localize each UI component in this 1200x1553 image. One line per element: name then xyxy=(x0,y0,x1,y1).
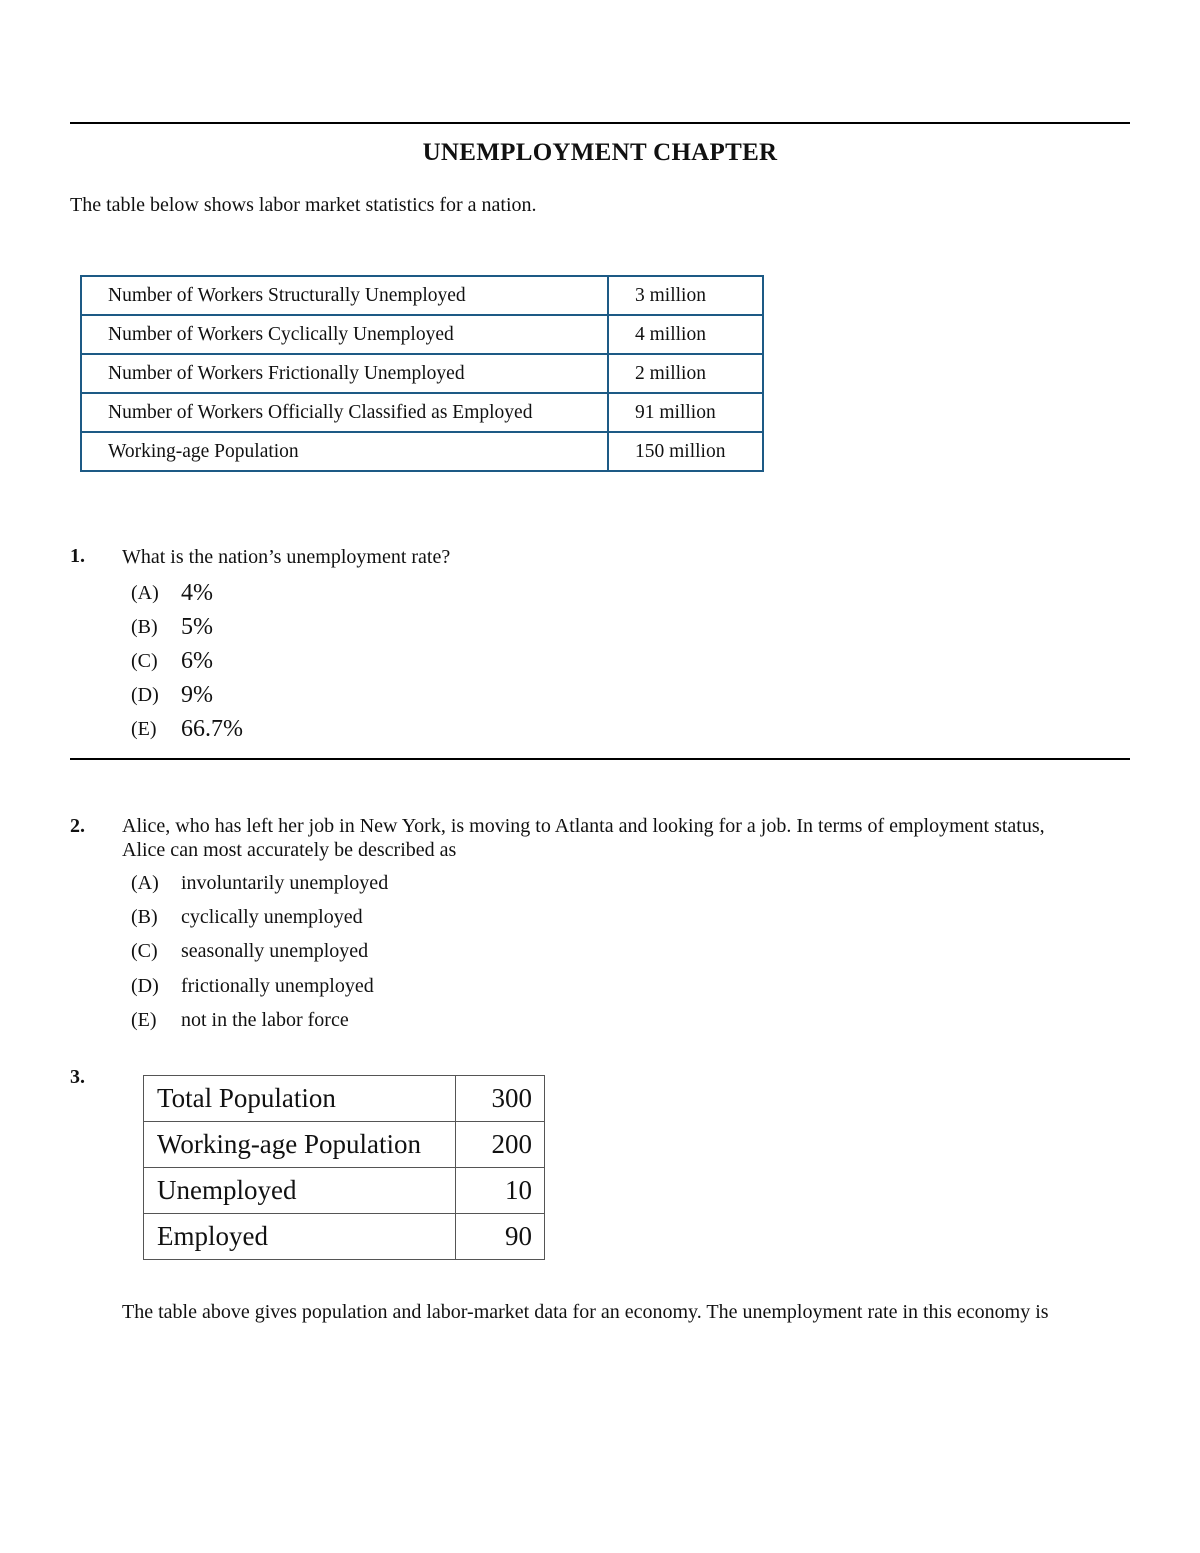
option-letter: (B) xyxy=(131,905,158,928)
option-text: involuntarily unemployed xyxy=(181,871,389,894)
row-value: 3 million xyxy=(608,276,763,315)
option-letter: (C) xyxy=(131,649,158,672)
question-2-options xyxy=(131,866,388,1037)
answer-option xyxy=(131,576,243,610)
row-value: 91 million xyxy=(608,393,763,432)
table-row xyxy=(144,1214,545,1260)
row-value: 200 xyxy=(456,1122,545,1168)
question-2-text xyxy=(122,814,1045,862)
table-row xyxy=(81,354,763,393)
answer-option xyxy=(131,935,388,969)
option-text: seasonally unemployed xyxy=(181,940,369,963)
row-label: Working-age Population xyxy=(144,1122,456,1168)
page-title: UNEMPLOYMENT CHAPTER xyxy=(422,139,778,166)
row-value: 90 xyxy=(456,1214,545,1260)
row-label: Unemployed xyxy=(144,1168,456,1214)
table-row xyxy=(144,1168,545,1214)
question-2-line-1: Alice, who has left her job in New York, is moving to Atlanta and looking for a job. In terms of employment status, xyxy=(122,815,1045,837)
answer-option xyxy=(131,610,243,644)
row-value: 300 xyxy=(456,1076,545,1122)
row-label: Number of Workers Cyclically Unemployed xyxy=(81,315,608,354)
table-row xyxy=(144,1076,545,1122)
row-value: 10 xyxy=(456,1168,545,1214)
section-divider xyxy=(70,758,1130,760)
option-letter: (E) xyxy=(131,717,157,740)
answer-option xyxy=(131,1003,388,1037)
question-1-options xyxy=(131,576,243,746)
table-row xyxy=(81,315,763,354)
question-1-number: 1. xyxy=(70,545,85,567)
answer-option xyxy=(131,712,243,746)
question-2-number: 2. xyxy=(70,815,85,837)
option-letter: (D) xyxy=(131,974,159,997)
option-text: cyclically unemployed xyxy=(181,905,363,928)
row-value: 150 million xyxy=(608,432,763,471)
option-text: 66.7% xyxy=(181,715,243,742)
option-letter: (E) xyxy=(131,1008,157,1031)
question-1-text: What is the nation’s unemployment rate? xyxy=(122,546,451,568)
option-letter: (A) xyxy=(131,581,159,604)
answer-option xyxy=(131,900,388,934)
table-row xyxy=(81,393,763,432)
row-label: Number of Workers Frictionally Unemployed xyxy=(81,354,608,393)
option-letter: (D) xyxy=(131,683,159,706)
row-value: 4 million xyxy=(608,315,763,354)
row-value: 2 million xyxy=(608,354,763,393)
option-letter: (B) xyxy=(131,615,158,638)
table-row xyxy=(81,432,763,471)
row-label: Total Population xyxy=(144,1076,456,1122)
option-letter: (C) xyxy=(131,940,158,963)
option-text: 4% xyxy=(181,579,213,606)
option-letter: (A) xyxy=(131,871,159,894)
option-text: not in the labor force xyxy=(181,1008,349,1031)
table-row xyxy=(144,1122,545,1168)
top-divider xyxy=(70,122,1130,124)
option-text: 9% xyxy=(181,681,213,708)
labor-statistics-table xyxy=(80,275,764,472)
question-3-text: The table above gives population and labor-market data for an economy. The unemployment rate in this economy is xyxy=(122,1301,1049,1323)
answer-option xyxy=(131,678,243,712)
option-text: frictionally unemployed xyxy=(181,974,374,997)
option-text: 5% xyxy=(181,613,213,640)
row-label: Number of Workers Officially Classified as Employed xyxy=(81,393,608,432)
option-text: 6% xyxy=(181,647,213,674)
question-2-line-2: Alice can most accurately be described as xyxy=(122,839,457,861)
question-3-number: 3. xyxy=(70,1066,85,1088)
answer-option xyxy=(131,644,243,678)
row-label: Working-age Population xyxy=(81,432,608,471)
table-row xyxy=(81,276,763,315)
row-label: Number of Workers Structurally Unemployed xyxy=(81,276,608,315)
row-label: Employed xyxy=(144,1214,456,1260)
answer-option xyxy=(131,969,388,1003)
answer-option xyxy=(131,866,388,900)
population-table xyxy=(143,1075,545,1260)
intro-text: The table below shows labor market statistics for a nation. xyxy=(70,194,537,216)
